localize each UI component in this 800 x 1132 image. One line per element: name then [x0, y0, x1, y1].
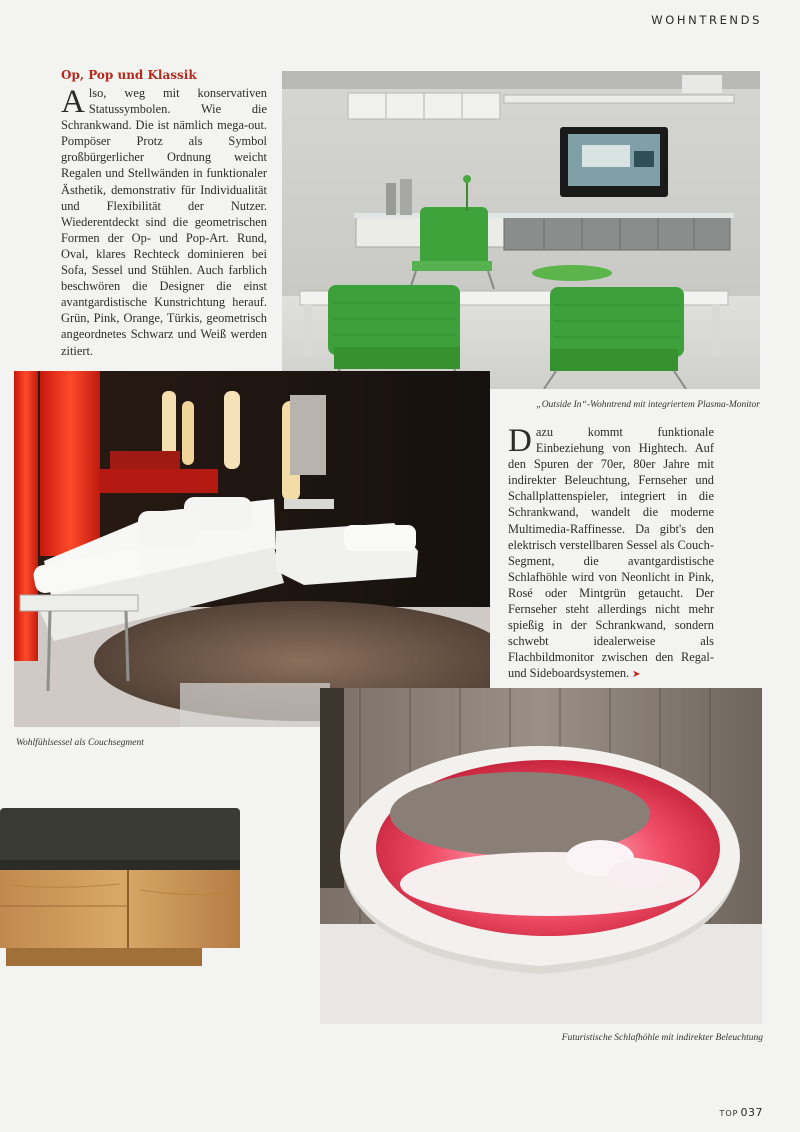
- article-paragraph-2: [508, 424, 714, 684]
- caption-sofa: Wohlfühlsessel als Couchsegment: [16, 738, 144, 748]
- photo-sofa: [14, 371, 490, 727]
- paragraph-2-text: azu kommt funktionale Einbeziehung von Hightech. Auf den Spuren der 70er, 80er Jahre mit indirekter Beleuchtung, Fernseher und Schallplattenspieler, integriert in die Schrankwand, wandelt die moderne Multimedia-Raffinesse. Da gibt's den elektrisch verstellbaren Sessel als Couch-Segment, die avantgardistische Schlafhöhle wird von Neonlicht in Pink, Rosé oder Mintgrün getaucht. Der Fernseher steht allerdings nicht mehr spießig in der Schrankwand, sondern schwebt idealerweise als Flachbildmonitor zwischen den Regal- und Sideboardsystemen.: [508, 425, 714, 681]
- photo-tv-room: [282, 71, 760, 389]
- footer-brand: TOP: [719, 1109, 739, 1118]
- caption-tv-room: „Outside In“-Wohntrend mit integriertem Plasma-Monitor: [536, 400, 760, 410]
- drop-cap: A: [61, 84, 85, 120]
- page-footer: [719, 1101, 763, 1120]
- section-label: WOHNTRENDS: [651, 13, 762, 27]
- drop-cap: D: [508, 423, 532, 459]
- continue-arrow-icon: ➤: [632, 669, 641, 681]
- article-paragraph-1: [61, 85, 267, 359]
- article-headline: Op, Pop und Klassik: [61, 68, 197, 82]
- photo-bed: [320, 688, 762, 1024]
- photo-bench: [0, 800, 244, 980]
- caption-bed: Futuristische Schlafhöhle mit indirekter Beleuchtung: [561, 1033, 763, 1043]
- paragraph-1-text: lso, weg mit konservativen Statussymbolen. Wie die Schrankwand. Die ist nämlich mega-out. Pompöser Protz als Symbol großbürgerlicher Ordnung weicht Regalen und Stellwänden in funktionaler Ästhetik, demonstrativ für Individualität und Flexibilität der Nutzer. Wiederentdeckt sind die geometrischen Formen der Op- und Pop-Art. Rund, Oval, klares Rechteck dominieren bei Sofa, Sessel und Stühlen. Auch farblich beschwören die Designer die einst avantgardistische Kunstrichtung herauf. Grün, Pink, Orange, Türkis, geometrisch angeordnetes Schwarz und Weiß werden zitiert.: [61, 86, 267, 358]
- page-number: 037: [740, 1106, 763, 1119]
